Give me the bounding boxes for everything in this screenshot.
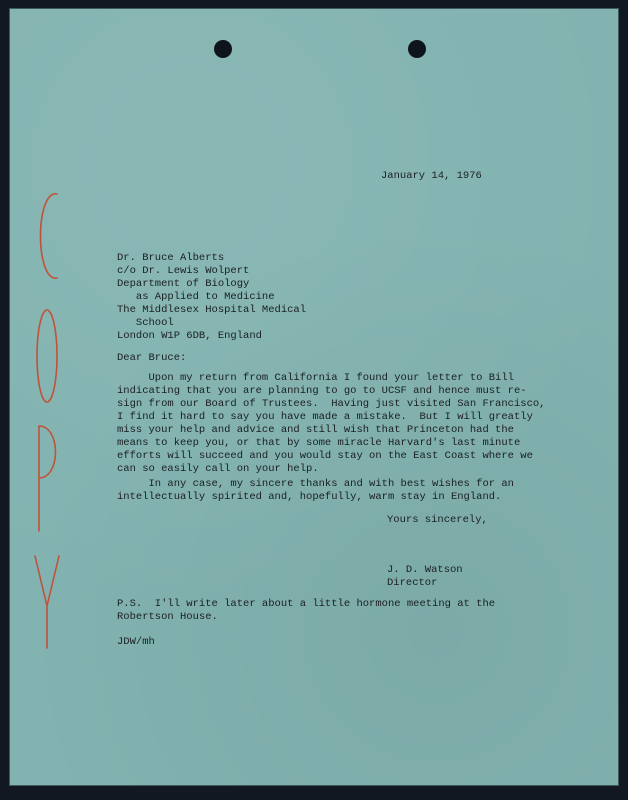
body-line: efforts will succeed and you would stay on the East Coast where we bbox=[117, 450, 533, 462]
address-line: as Applied to Medicine bbox=[117, 291, 275, 303]
address-line: c/o Dr. Lewis Wolpert bbox=[117, 265, 250, 277]
address-line: The Middlesex Hospital Medical bbox=[117, 304, 307, 316]
address-line: Department of Biology bbox=[117, 278, 250, 290]
body-line: I find it hard to say you have made a mistake. But I will greatly bbox=[117, 411, 533, 423]
postscript-line: P.S. I'll write later about a little hormone meeting at the bbox=[117, 598, 496, 610]
punch-hole-left bbox=[214, 40, 232, 58]
address-line: Dr. Bruce Alberts bbox=[117, 252, 225, 264]
typist-initials: JDW/mh bbox=[117, 636, 155, 648]
body-line: miss your help and advice and still wish that Princeton had the bbox=[117, 424, 514, 436]
body-line: Upon my return from California I found your letter to Bill bbox=[117, 372, 514, 384]
recipient-address bbox=[117, 252, 306, 343]
body-line: sign from our Board of Trustees. Having just visited San Francisco, bbox=[117, 398, 546, 410]
signature-name: J. D. Watson bbox=[387, 564, 463, 576]
letter-date: January 14, 1976 bbox=[381, 170, 482, 182]
body-line: In any case, my sincere thanks and with best wishes for an bbox=[117, 478, 514, 490]
body-line: can so easily call on your help. bbox=[117, 463, 319, 475]
body-paragraph-1 bbox=[117, 372, 545, 476]
address-line: School bbox=[117, 317, 174, 329]
copy-stamp bbox=[31, 186, 63, 656]
body-line: means to keep you, or that by some miracle Harvard's last minute bbox=[117, 437, 521, 449]
body-line: intellectually spirited and, hopefully, warm stay in England. bbox=[117, 491, 502, 503]
closing: Yours sincerely, bbox=[387, 514, 488, 526]
salutation: Dear Bruce: bbox=[117, 352, 187, 364]
signature-title: Director bbox=[387, 577, 438, 589]
body-paragraph-2 bbox=[117, 478, 514, 504]
punch-hole-right bbox=[408, 40, 426, 58]
address-line: London W1P 6DB, England bbox=[117, 330, 262, 342]
postscript-line: Robertson House. bbox=[117, 611, 218, 623]
body-line: indicating that you are planning to go to UCSF and hence must re- bbox=[117, 385, 527, 397]
letter-page bbox=[9, 8, 619, 786]
signature-block bbox=[387, 564, 463, 590]
postscript bbox=[117, 598, 495, 624]
